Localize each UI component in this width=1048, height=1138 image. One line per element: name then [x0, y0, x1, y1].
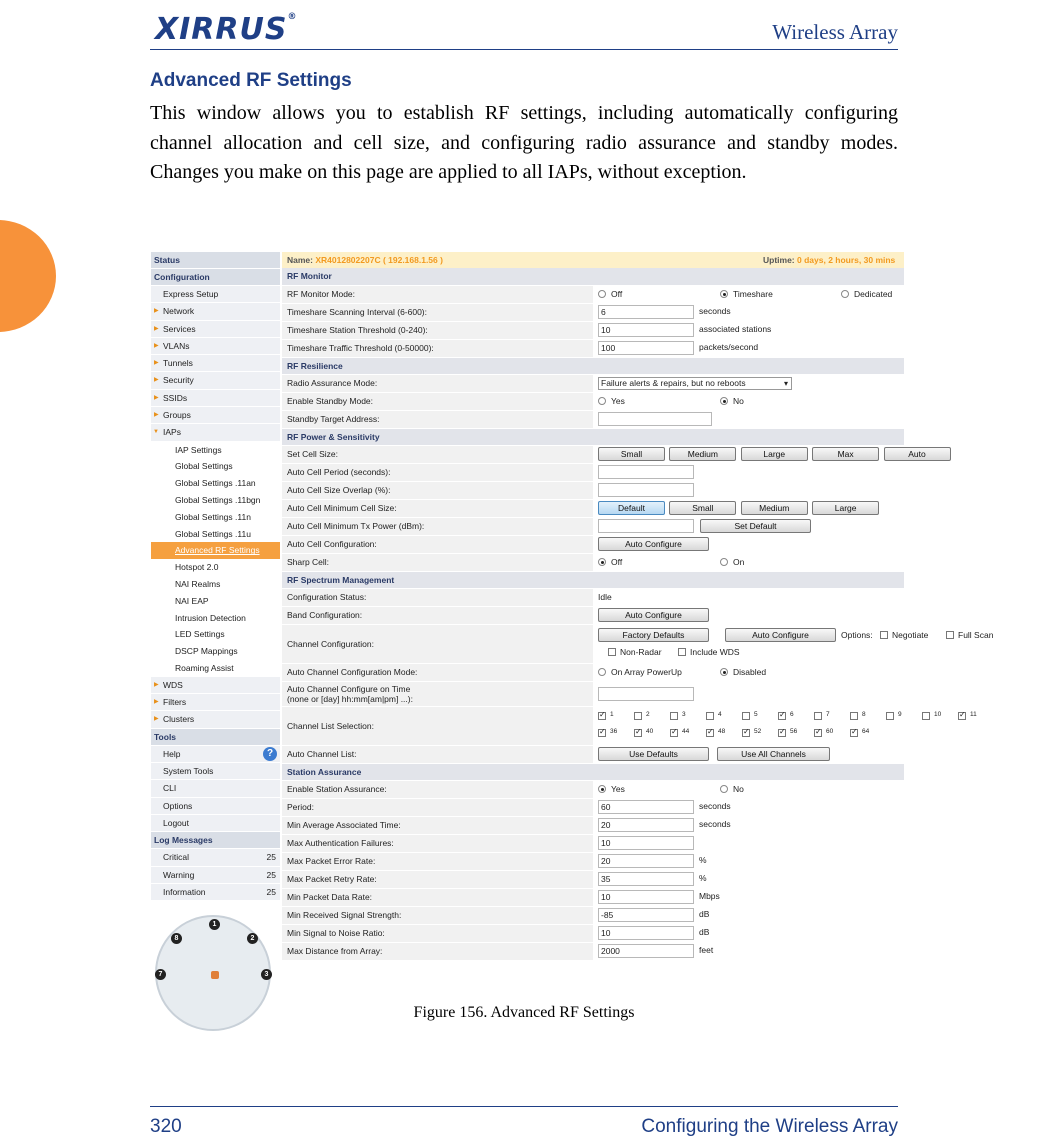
nav-iaps[interactable]: ▼ IAPs	[151, 424, 280, 441]
radio-assurance-select[interactable]: Failure alerts & repairs, but no reboots ▾	[598, 377, 792, 390]
section-station-assurance: Station Assurance	[282, 763, 904, 780]
channel-number: 3	[682, 710, 686, 718]
station-unit: dB	[699, 927, 710, 938]
nav-iap-item[interactable]: Global Settings	[151, 458, 280, 475]
channel-number: 8	[862, 710, 866, 718]
station-threshold-input[interactable]: 10	[598, 323, 694, 337]
cell-large-button[interactable]: Large	[741, 447, 808, 461]
radio-array-powerup[interactable]: On Array PowerUp	[598, 667, 682, 677]
dial-center	[211, 971, 219, 979]
cell-auto-button[interactable]: Auto	[884, 447, 951, 461]
chapter-tab	[0, 220, 56, 332]
settings-table: RF Monitor RF Monitor Mode: Off Timeshare Dedicated Timeshare Scanning Interval (6-600): 6 seconds Timeshare Station Threshold (0-240): 10 associated stations Timeshare Traffic Threshold (0-50000): 100 packets/second RF Resilience Radio Assurance Mode: Failure alerts & repairs, but no reboots ▾ Enable Standby Mode: Yes No Standby Target Address: RF Power & Sensitivity Set Cell Size: Small Medium Large Max Auto Auto Cell Period (seconds): Auto Cell Size Overlap (%): Auto Cell Minimum Cell Size: Default Small Medium Large Auto Cell Minimum Tx Power (dBm): Set Default Auto Cell Configuration: Auto Configure Sharp Cell: Off On RF Spectrum Management Configuration Status: Idle Band Configuration: Auto Configure Channel Configuration: Factory Defaults Auto Configure Options: Negotiate Full Scan Non-Radar Include WDS Auto Channel Configuration Mode: On Array PowerUp Disabled Auto Channel Configure on Time (none or [day] hh:mm[am|pm] ...): Channel List Selection: ✓ 1 2 3 4 5 ✓ 6 7 8 9 10 ✓ 11 ✓ 36 ✓ 40 ✓ 44 ✓ 48 ✓ 52 ✓ 56 ✓ 60 ✓ 64 Auto Channel List: Use Defaults Use All Channels Station Assurance Enable Station Assurance: Yes No Period: 60 seconds Min Average Associated Time: 20 seconds Max Authentication Failures: 10 Max Packet Error Rate: 20 % Max Packet Retry Rate: 35 % Min Packet Data Rate: 10 Mbps Min Received Signal Strength: -85 dB Min Signal to Noise Ratio: 10 dB Max Distance from Array: 2000 feet	[282, 268, 904, 961]
channel-number: 11	[970, 710, 977, 718]
nav-tool-item[interactable]: Logout	[151, 815, 280, 832]
channel-number: 4	[718, 710, 722, 718]
set-default-button[interactable]: Set Default	[700, 519, 811, 533]
channel-number: 9	[898, 710, 902, 718]
station-unit: feet	[699, 945, 714, 956]
nav-log-item[interactable]	[151, 884, 280, 901]
options-label: Options:	[841, 629, 873, 640]
station-label: Min Signal to Noise Ratio:	[282, 924, 593, 942]
channel-number: 56	[790, 727, 798, 735]
nav-iap-item[interactable]: Global Settings .11an	[151, 475, 280, 492]
log-label: Information	[163, 886, 206, 897]
channel-checkbox[interactable]	[634, 727, 654, 738]
log-label: Critical	[163, 852, 189, 863]
chapter-title: Configuring the Wireless Array	[641, 1116, 898, 1137]
nav-tool-item[interactable]: Help ?	[151, 746, 280, 763]
channel-checkbox[interactable]	[670, 727, 690, 738]
station-unit: seconds	[699, 819, 731, 830]
cell-small-button[interactable]: Small	[598, 447, 665, 461]
station-value-input[interactable]: -85	[598, 908, 694, 922]
channel-number: 64	[862, 727, 870, 735]
nav-iap-item[interactable]: LED Settings	[151, 626, 280, 643]
dial-number: 7	[155, 969, 166, 980]
radio-disabled[interactable]: Disabled	[720, 667, 766, 677]
channel-number: 52	[754, 727, 762, 735]
channel-checkbox[interactable]	[778, 727, 798, 738]
min-tx-power-input[interactable]	[598, 519, 694, 533]
min-cell-default-button[interactable]: Default	[598, 501, 665, 515]
nav-config-item[interactable]: Express Setup	[151, 286, 280, 303]
radio-standby-no[interactable]: No	[720, 396, 744, 406]
nav-iap-item[interactable]: Global Settings .11bgn	[151, 492, 280, 509]
nav-config-item[interactable]: ▶ Services	[151, 321, 280, 338]
station-label: Min Average Associated Time:	[282, 816, 593, 834]
nav-tool-item[interactable]: System Tools	[151, 763, 280, 780]
station-value-input[interactable]: 10	[598, 926, 694, 940]
station-value-input[interactable]: 2000	[598, 944, 694, 958]
channel-checkbox[interactable]	[814, 710, 830, 721]
station-unit: seconds	[699, 801, 731, 812]
section-rf-power: RF Power & Sensitivity	[282, 428, 904, 445]
dial-number: 1	[209, 919, 220, 930]
traffic-threshold-input[interactable]: 100	[598, 341, 694, 355]
on-time-input[interactable]	[598, 687, 694, 701]
auto-cell-configure-button[interactable]: Auto Configure	[598, 537, 709, 551]
dial-number: 3	[261, 969, 272, 980]
radio-standby-yes[interactable]: Yes	[598, 396, 625, 406]
footer-rule	[150, 1106, 898, 1107]
radio-sharp-on[interactable]: On	[720, 557, 744, 567]
channel-list	[598, 707, 977, 745]
channel-checkbox[interactable]	[706, 710, 722, 721]
sidebar	[151, 252, 280, 980]
nav-iap-item[interactable]: Hotspot 2.0	[151, 559, 280, 576]
min-cell-large-button[interactable]: Large	[812, 501, 879, 515]
station-label: Max Authentication Failures:	[282, 834, 593, 852]
channel-checkbox[interactable]	[958, 710, 977, 721]
station-value-input[interactable]: 20	[598, 818, 694, 832]
xirrus-logo: XIRRUS®	[155, 12, 298, 47]
channel-number: 2	[646, 710, 650, 718]
use-all-channels-button[interactable]: Use All Channels	[717, 747, 830, 761]
channel-checkbox[interactable]	[598, 727, 618, 738]
channel-number: 40	[646, 727, 654, 735]
full-scan-checkbox[interactable]: Full Scan	[946, 630, 993, 640]
negotiate-checkbox[interactable]: Negotiate	[880, 630, 928, 640]
nav-config-item[interactable]: ▶ Network	[151, 303, 280, 320]
station-label: Max Distance from Array:	[282, 942, 593, 960]
channel-checkbox[interactable]	[850, 727, 870, 738]
nav-iap-item[interactable]: NAI Realms	[151, 576, 280, 593]
station-unit: %	[699, 873, 707, 884]
station-label: Max Packet Error Rate:	[282, 852, 593, 870]
channel-auto-configure-button[interactable]: Auto Configure	[725, 628, 836, 642]
nav-config-item[interactable]: ▶ VLANs	[151, 338, 280, 355]
status-header: Name: XR4012802207C ( 192.168.1.56 ) Uptime: 0 days, 2 hours, 30 mins	[282, 252, 904, 268]
channel-number: 7	[826, 710, 830, 718]
channel-number: 44	[682, 727, 690, 735]
channel-checkbox[interactable]	[598, 710, 614, 721]
nav-item[interactable]: ▶ Clusters	[151, 711, 280, 728]
radio-sharp-off[interactable]: Off	[598, 557, 622, 567]
radio-assurance-yes[interactable]: Yes	[598, 784, 625, 794]
station-unit: dB	[699, 909, 710, 920]
station-value-input[interactable]: 10	[598, 836, 694, 850]
section-title: Advanced RF Settings	[150, 70, 352, 91]
section-rf-resilience: RF Resilience	[282, 357, 904, 374]
nav-configuration[interactable]: Configuration	[151, 269, 280, 286]
radio-assurance-no[interactable]: No	[720, 784, 744, 794]
array-dial[interactable]	[153, 915, 273, 980]
radio-off[interactable]: Off	[598, 289, 622, 299]
radio-timeshare[interactable]: Timeshare	[720, 289, 773, 299]
nav-config-item[interactable]: ▶ Groups	[151, 407, 280, 424]
nav-iap-item[interactable]: Global Settings .11n	[151, 509, 280, 526]
nav-tool-item[interactable]: Options	[151, 798, 280, 815]
station-value-input[interactable]: 35	[598, 872, 694, 886]
min-cell-small-button[interactable]: Small	[669, 501, 736, 515]
channel-number: 60	[826, 727, 834, 735]
cell-max-button[interactable]: Max	[812, 447, 879, 461]
station-value-input[interactable]: 10	[598, 890, 694, 904]
channel-number: 36	[610, 727, 618, 735]
channel-checkbox[interactable]	[742, 727, 762, 738]
nav-log-item[interactable]	[151, 849, 280, 866]
station-label: Min Packet Data Rate:	[282, 888, 593, 906]
section-rf-monitor: RF Monitor	[282, 268, 904, 285]
nav-item[interactable]: ▶ Filters	[151, 694, 280, 711]
band-auto-configure-button[interactable]: Auto Configure	[598, 608, 709, 622]
channel-number: 6	[790, 710, 794, 718]
screenshot-figure	[151, 252, 994, 980]
nav-tool-item[interactable]: CLI	[151, 780, 280, 797]
min-cell-medium-button[interactable]: Medium	[741, 501, 808, 515]
nav-iap-item[interactable]: Global Settings .11u	[151, 526, 280, 543]
nav-iap-item[interactable]: Intrusion Detection	[151, 610, 280, 627]
header-rule	[150, 49, 898, 50]
auto-cell-period-input[interactable]	[598, 465, 694, 479]
cell-medium-button[interactable]: Medium	[669, 447, 736, 461]
help-icon[interactable]: ?	[263, 747, 277, 761]
channel-number: 5	[754, 710, 758, 718]
log-label: Warning	[163, 869, 195, 880]
station-label: Min Received Signal Strength:	[282, 906, 593, 924]
figure-caption: Figure 156. Advanced RF Settings	[413, 1004, 635, 1021]
log-count: 25	[266, 869, 276, 880]
dial-number: 2	[247, 933, 258, 944]
use-defaults-button[interactable]: Use Defaults	[598, 747, 709, 761]
station-label: Max Packet Retry Rate:	[282, 870, 593, 888]
intro-paragraph: This window allows you to establish RF settings, including automatically configuring channel allocation and cell size, and configuring radio assurance and standby modes. Changes you make on this page are applied to all IAPs, without exception.	[150, 102, 898, 183]
channel-checkbox[interactable]	[850, 710, 866, 721]
station-label: Period:	[282, 798, 593, 816]
channel-checkbox[interactable]	[778, 710, 794, 721]
channel-checkbox[interactable]	[742, 710, 758, 721]
dial-number: 8	[171, 933, 182, 944]
channel-checkbox[interactable]	[634, 710, 650, 721]
channel-number: 48	[718, 727, 726, 735]
channel-number: 1	[610, 710, 614, 718]
nav-iap-item[interactable]: IAP Settings	[151, 442, 280, 459]
factory-defaults-button[interactable]: Factory Defaults	[598, 628, 709, 642]
channel-checkbox[interactable]	[886, 710, 902, 721]
config-status-value: Idle	[593, 588, 904, 606]
channel-number: 10	[934, 710, 942, 718]
non-radar-checkbox[interactable]: Non-Radar	[608, 647, 662, 657]
channel-checkbox[interactable]	[706, 727, 726, 738]
nav-status[interactable]: Status	[151, 252, 280, 269]
nav-config-item[interactable]: ▶ SSIDs	[151, 390, 280, 407]
include-wds-checkbox[interactable]: Include WDS	[678, 647, 740, 657]
log-count: 25	[266, 852, 276, 863]
station-unit: %	[699, 855, 707, 866]
log-count: 25	[266, 886, 276, 897]
nav-item[interactable]: ▶ WDS	[151, 677, 280, 694]
nav-iap-item[interactable]: Advanced RF Settings	[151, 542, 280, 559]
nav-log-item[interactable]	[151, 867, 280, 884]
channel-checkbox[interactable]	[670, 710, 686, 721]
nav-config-item[interactable]: ▶ Security	[151, 372, 280, 389]
radio-dedicated[interactable]: Dedicated	[841, 289, 892, 299]
nav-config-item[interactable]: ▶ Tunnels	[151, 355, 280, 372]
settings-panel	[282, 252, 994, 980]
nav-log-messages[interactable]: Log Messages	[151, 832, 280, 849]
auto-cell-overlap-input[interactable]	[598, 483, 694, 497]
nav-iap-item[interactable]: NAI EAP	[151, 593, 280, 610]
channel-checkbox[interactable]	[814, 727, 834, 738]
channel-checkbox[interactable]	[922, 710, 942, 721]
nav-iap-item[interactable]: DSCP Mappings	[151, 643, 280, 660]
standby-target-input[interactable]	[598, 412, 712, 426]
scan-interval-input[interactable]: 6	[598, 305, 694, 319]
page-number: 320	[150, 1116, 182, 1137]
nav-iap-item[interactable]: Roaming Assist	[151, 660, 280, 677]
station-unit: Mbps	[699, 891, 720, 902]
station-value-input[interactable]: 60	[598, 800, 694, 814]
running-header: Wireless Array	[772, 20, 898, 44]
nav-tools[interactable]: Tools	[151, 729, 280, 746]
station-value-input[interactable]: 20	[598, 854, 694, 868]
section-spectrum: RF Spectrum Management	[282, 571, 904, 588]
